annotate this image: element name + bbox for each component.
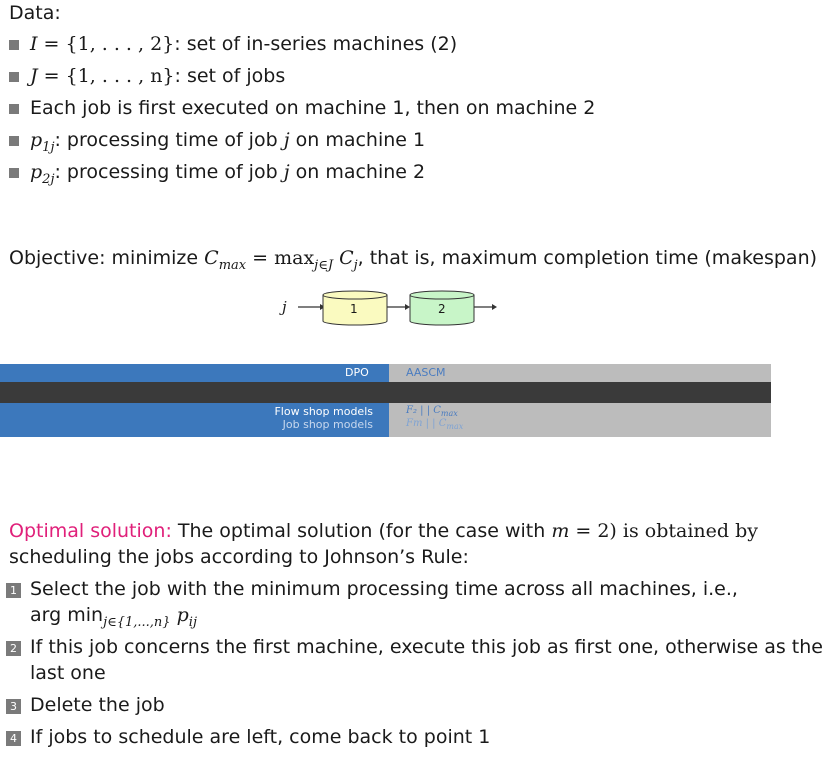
data-item-jobs: J = {1, . . . , n}: set of jobs — [30, 65, 286, 87]
optimal-solution-label: Optimal solution: — [9, 520, 172, 542]
step-2-line2: last one — [30, 662, 106, 684]
bullet-square-icon — [9, 136, 19, 146]
step-2-line1: If this job concerns the first machine, execute this job as first one, otherwise as the — [30, 636, 823, 658]
machine-2-label: 2 — [438, 302, 446, 316]
optimal-solution-intro: Optimal solution: The optimal solution (for the case with m = 2) is obtained by — [9, 520, 758, 542]
step-4-line1: If jobs to schedule are left, come back to point 1 — [30, 726, 491, 748]
bullet-square-icon — [9, 104, 19, 114]
machine-1-label: 1 — [350, 302, 358, 316]
optimal-solution-intro-line2: scheduling the jobs according to Johnson’s Rule: — [9, 546, 469, 568]
data-item-p2j: $p_{2j}$: processing time of job j on machine 2 — [30, 161, 426, 187]
bullet-square-icon — [9, 72, 19, 82]
step-number-icon: 1 — [6, 583, 21, 598]
bullet-square-icon — [9, 40, 19, 50]
step-number-icon: 4 — [6, 731, 21, 746]
step-number-icon: 2 — [6, 641, 21, 656]
step-number-icon: 3 — [6, 699, 21, 714]
nav-flow-shop-models[interactable]: Flow shop models — [274, 405, 373, 418]
step-3-line1: Delete the job — [30, 694, 165, 716]
step-1-line2: arg $\min_{j\in\{1,...,n\}} p_{ij}$ — [30, 604, 197, 630]
nav-fm-cmax[interactable]: Fm | | $C_{max}$ — [406, 418, 464, 431]
nav-job-shop-models[interactable]: Job shop models — [282, 418, 373, 431]
data-item-machines: I = {1, . . . , 2}: set of in-series machines (2) — [30, 33, 458, 55]
flow-shop-diagram — [290, 285, 510, 330]
step-1-line1: Select the job with the minimum processing time across all machines, i.e., — [30, 578, 738, 600]
nav-section-bar-right — [389, 364, 771, 382]
objective-line: Objective: minimize $C_{max} = \max_{j\in J} C_j$, that is, maximum completion time (makespan) — [9, 247, 818, 273]
nav-divider-bar — [0, 382, 771, 403]
nav-section-bar-left — [0, 364, 389, 382]
data-heading: Data: — [9, 2, 61, 24]
nav-section-aascm[interactable]: AASCM — [406, 366, 446, 379]
nav-f2-cmax[interactable]: F₂ | | $C_{max}$ — [406, 405, 458, 418]
diagram-input-label: j — [282, 298, 287, 316]
nav-section-dpo[interactable]: DPO — [345, 366, 369, 379]
data-item-sequence: Each job is first executed on machine 1, then on machine 2 — [30, 97, 596, 119]
bullet-square-icon — [9, 168, 19, 178]
data-item-p1j: $p_{1j}$: processing time of job j on machine 1 — [30, 129, 426, 155]
